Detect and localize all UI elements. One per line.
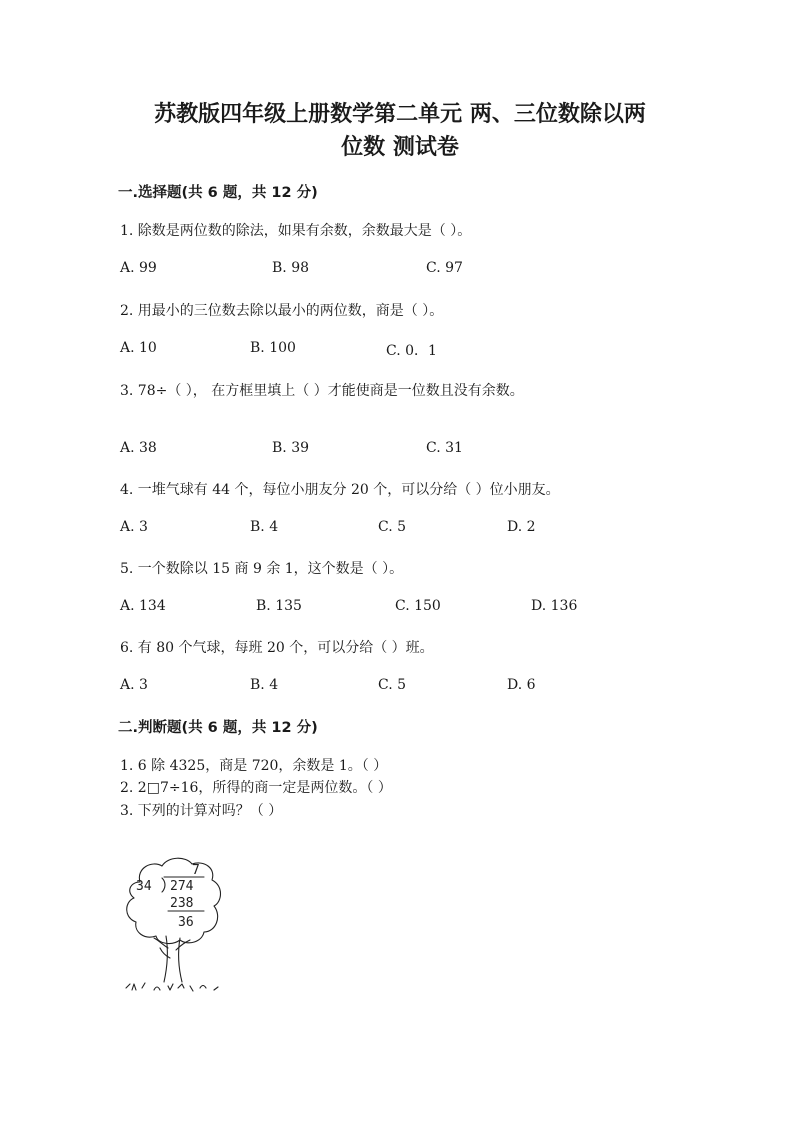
question-5-option-a: A. 134 xyxy=(120,598,166,614)
question-6-option-b: B. 4 xyxy=(250,677,279,693)
question-6-option-c: C. 5 xyxy=(378,677,407,693)
section-heading-judgment: 二.判断题(共 6 题，共 12 分) xyxy=(118,720,318,736)
dividend-number: 274 xyxy=(170,879,194,894)
remainder-number: 36 xyxy=(178,915,194,930)
judgment-item-2: 2. 2□7÷16，所得的商一定是两位数。（ ） xyxy=(120,780,392,796)
question-1-option-a: A. 99 xyxy=(120,260,157,276)
judgment-item-1: 1. 6 除 4325，商是 720，余数是 1。（ ） xyxy=(120,758,388,774)
question-5-option-d: D. 136 xyxy=(531,598,578,614)
question-1-option-c: C. 97 xyxy=(426,260,463,276)
division-bracket xyxy=(162,878,165,892)
question-1-option-b: B. 98 xyxy=(272,260,310,276)
question-4-text: 4. 一堆气球有 44 个，每位小朋友分 20 个，可以分给（ ）位小朋友。 xyxy=(120,482,560,498)
question-5-option-c: C. 150 xyxy=(395,598,441,614)
question-3-text: 3. 78÷（ ）， 在方框里填上（ ）才能使商是一位数且没有余数。 xyxy=(120,383,524,399)
question-5-option-b: B. 135 xyxy=(256,598,302,614)
question-4-option-d: D. 2 xyxy=(507,519,536,535)
question-2-option-b: B. 100 xyxy=(250,340,296,356)
question-3-option-b: B. 39 xyxy=(272,440,310,456)
ground-scribbles xyxy=(126,983,218,991)
question-4-option-a: A. 3 xyxy=(120,519,148,535)
question-6-text: 6. 有 80 个气球，每班 20 个，可以分给（ ）班。 xyxy=(120,640,434,656)
question-6-option-d: D. 6 xyxy=(507,677,536,693)
question-4-option-b: B. 4 xyxy=(250,519,279,535)
question-3-option-c: C. 31 xyxy=(426,440,463,456)
section-heading-choice: 一.选择题(共 6 题，共 12 分) xyxy=(118,185,318,201)
judgment-item-3: 3. 下列的计算对吗？（ ） xyxy=(120,803,283,819)
page-title-line-1: 苏教版四年级上册数学第二单元 两、三位数除以两 xyxy=(154,102,646,127)
question-5-text: 5. 一个数除以 15 商 9 余 1，这个数是（ ）。 xyxy=(120,561,404,577)
question-4-option-c: C. 5 xyxy=(378,519,407,535)
divisor-number: 34 xyxy=(136,879,152,894)
quotient-digit: 7 xyxy=(192,863,200,878)
question-2-text: 2. 用最小的三位数去除以最小的两位数，商是（ ）。 xyxy=(120,303,444,319)
product-number: 238 xyxy=(170,896,194,911)
question-1-text: 1. 除数是两位数的除法，如果有余数，余数最大是（ ）。 xyxy=(120,223,472,239)
question-6-option-a: A. 3 xyxy=(120,677,148,693)
question-2-option-c: C. 0．1 xyxy=(386,343,437,359)
question-3-option-a: A. 38 xyxy=(120,440,157,456)
page-title-line-2: 位数 测试卷 xyxy=(341,135,459,160)
tree-division-illustration xyxy=(118,852,234,1004)
question-2-option-a: A. 10 xyxy=(120,340,157,356)
